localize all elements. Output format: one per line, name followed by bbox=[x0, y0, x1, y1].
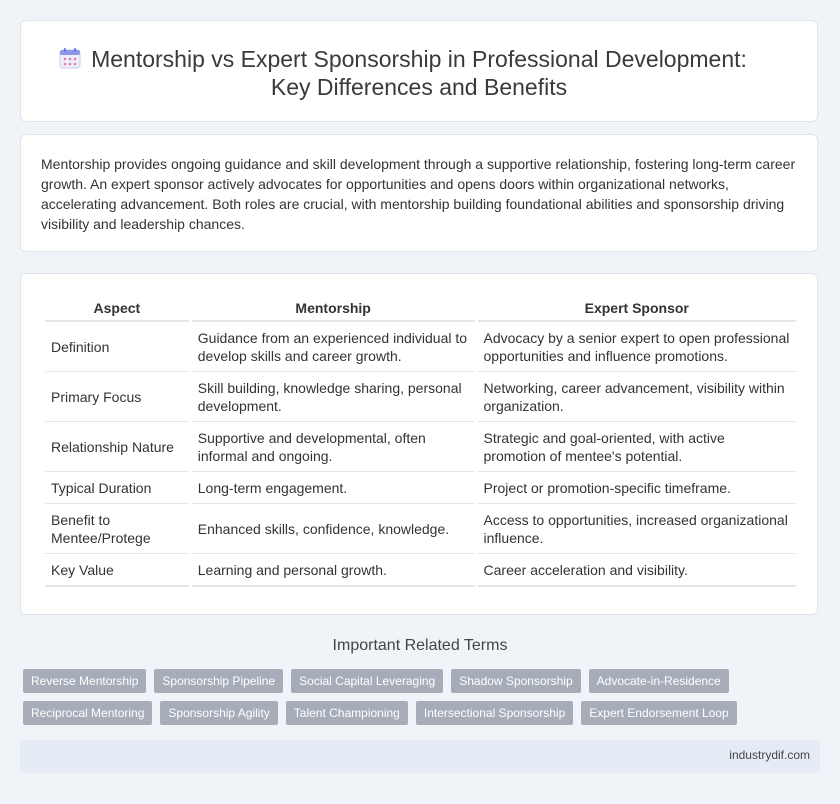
table-cell: Benefit to Mentee/Protege bbox=[45, 504, 189, 554]
related-term-tag[interactable]: Reverse Mentorship bbox=[23, 669, 146, 693]
footer bbox=[20, 740, 820, 773]
related-term-tag[interactable]: Shadow Sponsorship bbox=[451, 669, 580, 693]
related-term-tag[interactable]: Advocate-in-Residence bbox=[589, 669, 729, 693]
table-row bbox=[45, 322, 796, 372]
intro-paragraph: Mentorship provides ongoing guidance and skill development through a supportive relationship, fostering long-term career growth. An expert sponsor actively advocates for opportunities and opens doors within organizational networks, accelerating advancement. Both roles are crucial, with mentorship building foundational abilities and sponsorship driving visibility and leadership chances. bbox=[41, 156, 796, 232]
table-cell: Project or promotion-specific timeframe. bbox=[478, 472, 796, 504]
comparison-table bbox=[42, 294, 799, 587]
table-row bbox=[45, 504, 796, 554]
page-title bbox=[21, 45, 817, 101]
table-cell: Learning and personal growth. bbox=[192, 554, 475, 587]
table-cell: Enhanced skills, confidence, knowledge. bbox=[192, 504, 475, 554]
column-header: Mentorship bbox=[192, 294, 475, 322]
related-term-tag[interactable]: Intersectional Sponsorship bbox=[416, 701, 573, 725]
table-row bbox=[45, 472, 796, 504]
related-terms-list bbox=[23, 669, 823, 733]
table-cell: Primary Focus bbox=[45, 372, 189, 422]
table-cell: Relationship Nature bbox=[45, 422, 189, 472]
table-cell: Strategic and goal-oriented, with active promotion of mentee's potential. bbox=[478, 422, 796, 472]
title-card bbox=[20, 20, 818, 122]
table-cell: Typical Duration bbox=[45, 472, 189, 504]
table-cell: Access to opportunities, increased organizational influence. bbox=[478, 504, 796, 554]
related-term-tag[interactable]: Talent Championing bbox=[286, 701, 408, 725]
footer-site-link[interactable]: industrydif.com bbox=[729, 748, 810, 762]
table-cell: Supportive and developmental, often informal and ongoing. bbox=[192, 422, 475, 472]
page-title-line1: Mentorship vs Expert Sponsorship in Professional Development: bbox=[91, 46, 747, 72]
table-cell: Networking, career advancement, visibility within organization. bbox=[478, 372, 796, 422]
column-header: Expert Sponsor bbox=[478, 294, 796, 322]
table-cell: Guidance from an experienced individual to develop skills and career growth. bbox=[192, 322, 475, 372]
page-title-line2: Key Differences and Benefits bbox=[270, 74, 568, 100]
table-row bbox=[45, 422, 796, 472]
table-cell: Advocacy by a senior expert to open professional opportunities and influence promotions. bbox=[478, 322, 796, 372]
column-header: Aspect bbox=[45, 294, 189, 322]
table-cell: Skill building, knowledge sharing, personal development. bbox=[192, 372, 475, 422]
table-cell: Definition bbox=[45, 322, 189, 372]
intro-card bbox=[20, 134, 818, 252]
table-row bbox=[45, 554, 796, 587]
table-cell: Career acceleration and visibility. bbox=[478, 554, 796, 587]
related-terms-row bbox=[23, 701, 823, 725]
related-term-tag[interactable]: Sponsorship Agility bbox=[160, 701, 277, 725]
related-term-tag[interactable]: Reciprocal Mentoring bbox=[23, 701, 152, 725]
table-header-row bbox=[45, 294, 796, 322]
related-term-tag[interactable]: Sponsorship Pipeline bbox=[154, 669, 283, 693]
related-term-tag[interactable]: Social Capital Leveraging bbox=[291, 669, 443, 693]
table-row bbox=[45, 372, 796, 422]
table-cell: Long-term engagement. bbox=[192, 472, 475, 504]
related-terms-heading: Important Related Terms bbox=[332, 637, 508, 654]
table-cell: Key Value bbox=[45, 554, 189, 587]
related-terms-row bbox=[23, 669, 823, 693]
comparison-card bbox=[20, 273, 818, 615]
related-term-tag[interactable]: Expert Endorsement Loop bbox=[581, 701, 736, 725]
